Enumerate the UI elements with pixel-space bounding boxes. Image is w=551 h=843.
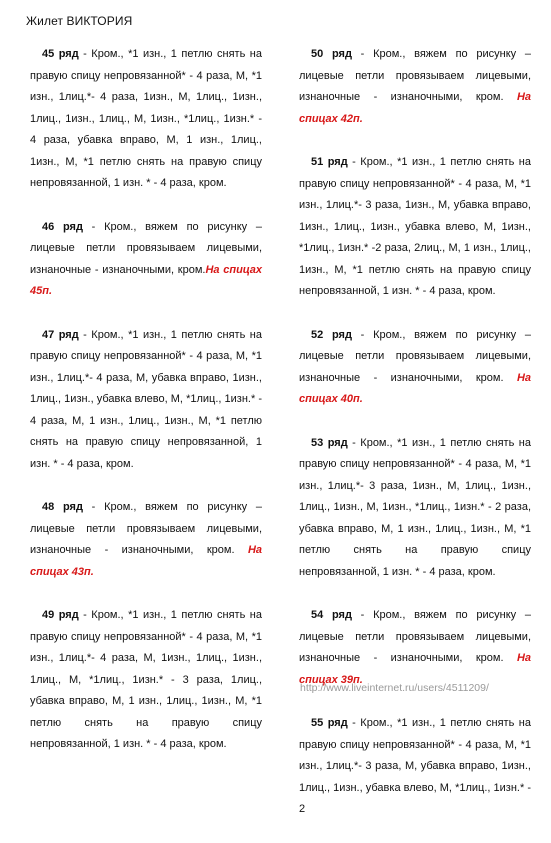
row-text: - Кром., вяжем по рисунку – лицевые петли провязываем лицевыми, изнаночные - изнаночными, кром.	[299, 328, 531, 384]
row-number: 47 ряд	[42, 328, 79, 341]
row-instruction	[299, 605, 531, 691]
row-number: 52 ряд	[311, 328, 352, 341]
row-number: 49 ряд	[42, 609, 79, 621]
row-text: - Кром., *1 изн., 1 петлю снять на правую спицу непровязанной* - 4 раза, М, *1 изн., 1лиц.*- 4 раза, М, убавка вправо, 1изн., 1лиц., 1изн., убавка влево, М, *1лиц., 1изн.* - 4 раза, М, 1 изн., 1лиц., 1изн., М, *1 петлю снять на правую спицу непровязанной, 1 изн. * - 4 раза, кром.	[30, 328, 262, 470]
stitch-count-note: На спицах 39п.	[299, 652, 531, 686]
row-number: 51 ряд	[311, 156, 348, 168]
left-column	[30, 44, 262, 778]
row-text: - Кром., вяжем по рисунку – лицевые петли провязываем лицевыми, изнаночные - изнаночными, кром.	[30, 220, 262, 276]
stitch-count-note: На спицах 45п.	[30, 263, 263, 297]
row-instruction	[30, 497, 262, 583]
row-text: - Кром., *1 изн., 1 петлю снять на правую спицу непровязанной* - 4 раза, М, *1 изн., 1лиц.*- 4 раза, М, 1изн., 1лиц., 1изн., 1лиц., М, *1лиц., 1изн.* - 3 раза, 1лиц., убавка вправо, М, 1 изн., 1лиц., 1изн., М, *1 петлю снять на правую спицу непровязанной, 1 изн. * - 4 раза, кром.	[30, 609, 262, 750]
row-instruction	[30, 605, 262, 756]
row-number: 46 ряд	[42, 220, 83, 233]
row-number: 55 ряд	[311, 717, 348, 729]
right-column	[299, 44, 531, 843]
row-text: - Кром., вяжем по рисунку – лицевые петли провязываем лицевыми, изнаночные - изнаночными, кром.	[30, 501, 262, 556]
row-instruction	[30, 217, 262, 303]
stitch-count-note: На спицах 43п.	[30, 544, 262, 578]
row-instruction	[299, 325, 531, 411]
row-text: - Кром., *1 изн., 1 петлю снять на правую спицу непровязанной* - 4 раза, М, *1 изн., 1лиц.*- 3 раза, 1изн., М, убавка вправо, 1изн., 1лиц., 1изн., убавка влево, М, 1изн., *1лиц., 1изн.* -2 раза, 2лиц., М, 1 изн., 1лиц., 1изн., М, *1 петлю снять на правую спицу непровязанной, 1 изн. * - 4 раза, кром.	[299, 156, 531, 297]
row-instruction	[30, 44, 262, 195]
document-title: Жилет ВИКТОРИЯ	[26, 14, 133, 28]
row-instruction	[299, 152, 531, 303]
row-number: 48 ряд	[42, 501, 83, 513]
row-text: - Кром., *1 изн., 1 петлю снять на правую спицу непровязанной* - 4 раза, М, *1 изн., 1лиц.*- 4 раза, 1изн., М, 1лиц., 1изн., 1лиц., 1изн., 1лиц., М, 1изн., *1лиц., 1изн.* - 4 раза, убавка вправо, М, 1 изн., 1лиц., 1изн., М, *1 петлю снять на правую спицу непровязанной, 1 изн. * - 4 раза, кром.	[30, 48, 262, 189]
row-instruction	[299, 433, 531, 584]
row-text: - Кром., *1 изн., 1 петлю снять на правую спицу непровязанной* - 4 раза, М, *1 изн., 1лиц.*- 3 раза, 1изн., М, 1лиц., 1изн., 1лиц., 1изн., М, 1изн., *1лиц., 1изн.* - 2 раза, убавка вправо, М, 1 изн., 1лиц., 1изн., М, *1 петлю снять на правую спицу непровязанной, 1 изн. * - 4 раза, кром.	[299, 436, 531, 578]
row-number: 50 ряд	[311, 48, 352, 60]
row-instruction	[30, 325, 262, 476]
row-number: 53 ряд	[311, 436, 348, 449]
row-number: 45 ряд	[42, 48, 79, 60]
watermark-url: http://www.liveinternet.ru/users/4511209/	[300, 682, 489, 694]
row-text: - Кром., *1 изн., 1 петлю снять на правую спицу непровязанной* - 4 раза, М, *1 изн., 1лиц.*- 3 раза, М, убавка вправо, 1изн., 1лиц., 1изн., убавка влево, М, *1лиц., 1изн.* - 2	[299, 717, 531, 815]
row-instruction	[299, 44, 531, 130]
row-text: - Кром., вяжем по рисунку – лицевые петли провязываем лицевыми, изнаночные - изнаночными, кром.	[299, 609, 531, 664]
row-number: 54 ряд	[311, 609, 352, 621]
row-text: - Кром., вяжем по рисунку – лицевые петли провязываем лицевыми, изнаночные - изнаночными, кром.	[299, 48, 531, 103]
stitch-count-note: На спицах 42п.	[299, 91, 531, 125]
stitch-count-note: На спицах 40п.	[299, 371, 531, 405]
row-instruction	[299, 713, 531, 821]
